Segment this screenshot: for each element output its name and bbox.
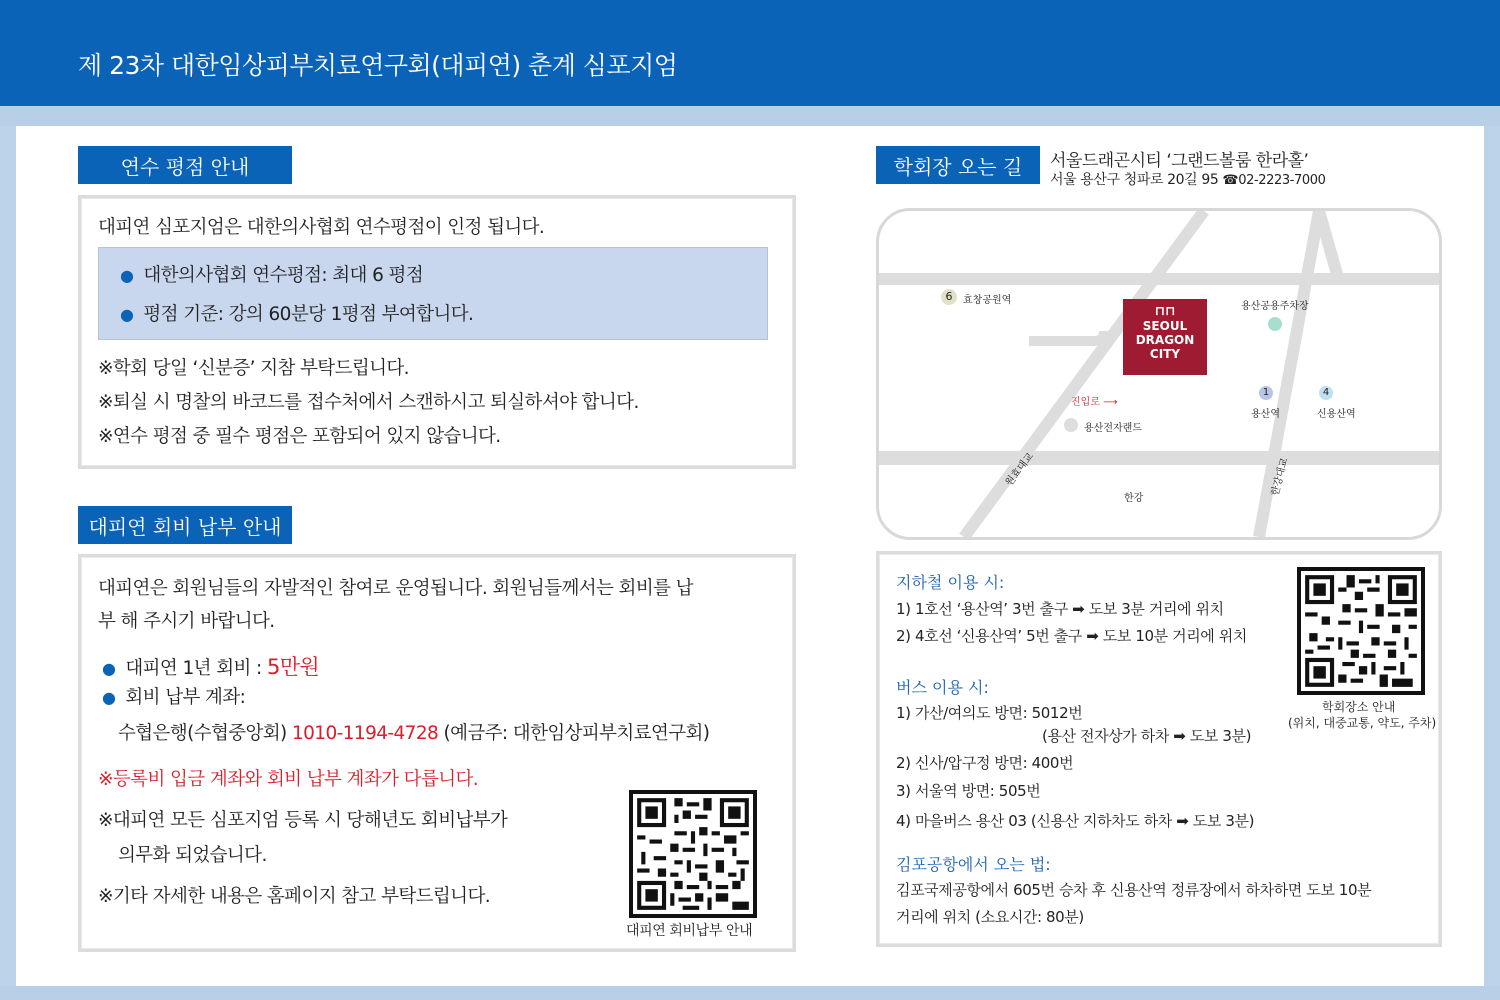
credit-note-1: ※학회 당일 ‘신분증’ 지참 부탁드립니다. [98,358,409,379]
hotel-logo-icon: ⊓⊓ [1154,304,1176,319]
credit-bullet-text: 대한의사협회 연수평점: 최대 6 평점 [143,265,424,286]
credit-intro: 대피연 심포지엄은 대한의사협회 연수평점이 인정 됩니다. [98,217,545,238]
page-title: 제 23차 대한임상피부치료연구회(대피연) 춘계 심포지엄 [78,51,678,80]
parking-marker-icon [1268,317,1282,331]
account-number: 1010-1194-4728 [291,723,439,744]
venue-qr-code[interactable] [1297,567,1425,695]
credit-note-3: ※연수 평점 중 필수 평점은 포함되어 있지 않습니다. [98,426,501,447]
gimpo-text-2: 거리에 위치 (소요시간: 80분) [896,908,1084,926]
fee-warning: ※등록비 입금 계좌와 회비 납부 계좌가 다릅니다. [98,769,479,790]
credit-bullet-1 [120,261,423,287]
station-yongsan: 용산역 [1251,409,1280,420]
bridge-wonhyo: 원효대교 [1003,451,1037,489]
bullet-icon: ● [102,688,116,707]
line6-badge-icon: 6 [941,289,957,305]
line4-badge-icon: 4 [1319,386,1333,400]
electroland-marker-icon [1064,418,1078,432]
station-sinyongsan: 신용산역 [1317,409,1356,420]
subway-route-1: 1) 1호선 ‘용산역’ 3번 출구 ➡ 도보 3분 거리에 위치 [896,600,1224,618]
fee-note-1b: 의무화 되었습니다. [118,845,267,866]
venue-name: 서울드래곤시티 ‘그랜드볼룸 한라홀’ [1050,151,1309,171]
bus-route-2: 2) 신사/압구정 방면: 400번 [896,754,1074,772]
hotel-name-3: CITY [1149,347,1181,361]
electroland-label: 용산전자랜드 [1084,423,1142,434]
fee-qr-caption: 대피연 회비납부 안내 [626,923,753,939]
fee-intro-2: 부 해 주시기 바랍니다. [98,611,275,632]
subway-route-2: 2) 4호선 ‘신용산역’ 5번 출구 ➡ 도보 10분 거리에 위치 [896,627,1247,645]
bus-route-3: 3) 서울역 방면: 505번 [896,782,1041,800]
credit-heading: 연수 평점 안내 [78,146,292,184]
fee-note-1a: ※대피연 모든 심포지엄 등록 시 당해년도 회비납부가 [98,810,508,831]
hotel-name-2: DRAGON [1135,333,1195,347]
footer-stripe [0,986,1500,1000]
venue-heading: 학회장 오는 길 [876,146,1040,184]
account-holder: (예금주: 대한임상피부치료연구회) [438,723,710,744]
bus-heading: 버스 이용 시: [896,678,989,697]
bridge-hangang: 한강대교 [1269,456,1291,498]
gimpo-heading: 김포공항에서 오는 법: [896,855,1051,874]
river-label: 한강 [1124,493,1144,504]
credit-bullet-2 [120,300,473,326]
venue-address: 서울 용산구 청파로 20길 95 [1050,172,1223,188]
credit-bullet-text: 평점 기준: 강의 60분당 1평점 부여합니다. [143,304,474,325]
bullet-icon: ● [120,266,134,285]
bus-route-1: 1) 가산/여의도 방면: 5012번 [896,704,1083,722]
entrance-label [1071,393,1118,408]
credit-note-2: ※퇴실 시 명찰의 바코드를 접수처에서 스캔하시고 퇴실하셔야 합니다. [98,392,639,413]
arrow-right-icon: ⟶ [1103,397,1118,408]
bullet-icon: ● [102,659,116,678]
fee-amount-line [102,651,319,681]
fee-account-detail [118,719,709,745]
fee-account-line [102,683,245,709]
gimpo-text-1: 김포국제공항에서 605번 승차 후 신용산역 정류장에서 하차하면 도보 10분 [896,881,1372,899]
hotel-marker [1123,299,1207,375]
fee-heading: 대피연 회비 납부 안내 [78,506,292,544]
hotel-name-1: SEOUL [1142,319,1188,333]
qr-pattern [1301,571,1421,691]
subway-heading: 지하철 이용 시: [896,573,1005,592]
parking-label: 용산공용주차장 [1241,301,1309,312]
line1-badge-icon: 1 [1259,386,1273,400]
qr-pattern [633,794,753,914]
bank-name: 수협은행(수협중앙회) [118,723,292,744]
venue-qr-caption-2: (위치, 대중교통, 약도, 주차) [1288,716,1437,730]
header-stripe [0,106,1500,126]
account-label: 회비 납부 계좌: [125,687,246,708]
bus-route-4: 4) 마을버스 용산 03 (신용산 지하차도 하차 ➡ 도보 3분) [896,812,1255,830]
fee-amount: 5만원 [266,655,320,679]
bullet-icon: ● [120,305,134,324]
venue-address-line [1050,169,1326,189]
bus-route-1-detail: (용산 전자상가 하차 ➡ 도보 3분) [1042,727,1252,745]
venue-qr-caption-1: 학회장소 안내 [1322,700,1396,714]
fee-qr-code[interactable] [629,790,757,918]
venue-map[interactable] [876,208,1442,540]
fee-note-2: ※기타 자세한 내용은 홈페이지 참고 부탁드립니다. [98,886,491,907]
venue-phone: ☎02-2223-7000 [1222,173,1326,188]
header-bar [0,0,1500,106]
entrance-text: 진입로 [1071,397,1100,408]
fee-intro-1: 대피연은 회원님들의 자발적인 참여로 운영됩니다. 회원님들께서는 회비를 납 [98,578,693,599]
fee-label: 대피연 1년 회비 : [125,658,267,679]
station-hyochang: 효창공원역 [963,295,1012,306]
